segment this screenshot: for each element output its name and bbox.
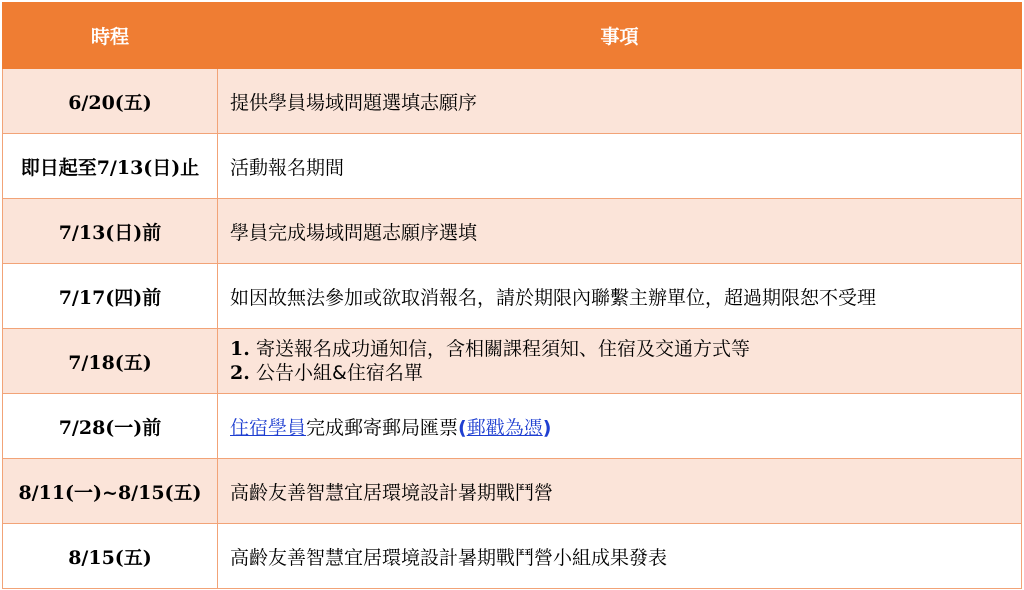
row-item: 如因故無法參加或欲取消報名，請於期限內聯繫主辦單位，超過期限恕不受理 — [218, 264, 1022, 329]
row-date: 8/11(一)~8/15(五) — [3, 459, 218, 524]
table-row — [3, 199, 1022, 264]
row-date: 8/15(五) — [3, 524, 218, 589]
row-date: 7/18(五) — [3, 329, 218, 394]
header-item: 事項 — [218, 3, 1022, 69]
paren-close: ) — [542, 416, 552, 439]
list-item — [230, 337, 1021, 361]
table-row — [3, 394, 1022, 459]
accommodation-link[interactable]: 住宿學員 — [230, 416, 307, 439]
table-row — [3, 69, 1022, 134]
row-item-text: 完成郵寄郵局匯票 — [306, 416, 459, 439]
list-text: 寄送報名成功通知信，含相關課程須知、住宿及交通方式等 — [256, 338, 751, 360]
schedule-table — [2, 2, 1022, 589]
list-number: 2. — [230, 362, 250, 384]
row-date: 6/20(五) — [3, 69, 218, 134]
row-date: 7/17(四)前 — [3, 264, 218, 329]
paren-open: ( — [458, 416, 467, 439]
postmark-link[interactable]: 郵戳為憑 — [466, 416, 543, 439]
table-row — [3, 329, 1022, 394]
row-item — [218, 394, 1022, 459]
row-item: 提供學員場域問題選填志願序 — [218, 69, 1022, 134]
row-date: 即日起至7/13(日)止 — [3, 134, 218, 199]
row-date: 7/28(一)前 — [3, 394, 218, 459]
row-item: 高齡友善智慧宜居環境設計暑期戰鬥營小組成果發表 — [218, 524, 1022, 589]
table-row — [3, 524, 1022, 589]
row-item: 高齡友善智慧宜居環境設計暑期戰鬥營 — [218, 459, 1022, 524]
header-date: 時程 — [3, 3, 218, 69]
list-number: 1. — [230, 338, 250, 360]
table-row — [3, 459, 1022, 524]
row-item: 活動報名期間 — [218, 134, 1022, 199]
table-row — [3, 264, 1022, 329]
row-date: 7/13(日)前 — [3, 199, 218, 264]
row-item: 學員完成場域問題志願序選填 — [218, 199, 1022, 264]
list-text: 公告小組&住宿名單 — [256, 362, 423, 384]
table-row — [3, 134, 1022, 199]
list-item — [230, 361, 1021, 385]
header-row — [3, 3, 1022, 69]
row-item-list — [218, 329, 1022, 394]
